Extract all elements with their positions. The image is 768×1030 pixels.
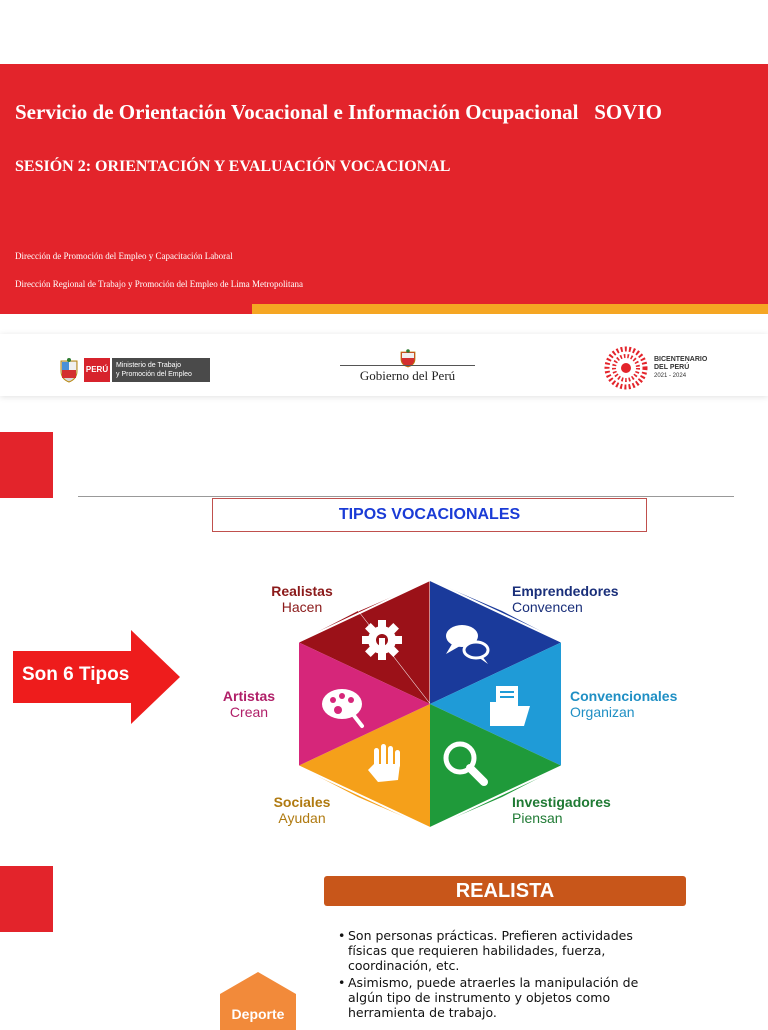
label-investigadores: [512, 794, 611, 826]
bicentenario-text: [654, 356, 707, 380]
type-name: Emprendedores: [512, 583, 619, 599]
peru-label: PERÚ: [84, 358, 110, 382]
vocational-types-hexagon: [296, 578, 564, 830]
session-subtitle: SESIÓN 2: ORIENTACIÓN Y EVALUACIÓN VOCACIONAL: [15, 158, 451, 175]
gobierno-label: Gobierno del Perú: [359, 368, 456, 383]
arrow-label: Son 6 Tipos: [22, 664, 130, 685]
deporte-tag: Deporte: [231, 1006, 285, 1022]
label-realistas: [262, 583, 342, 615]
ministry-line-1: Ministerio de Trabajo: [116, 362, 181, 369]
label-emprendedores: [512, 583, 619, 615]
gobierno-logo: [340, 348, 475, 390]
red-accent-square: [0, 432, 53, 498]
bicentenario-line-2: DEL PERÚ: [654, 364, 690, 371]
type-name: Artistas: [222, 688, 276, 704]
type-verb: Hacen: [281, 599, 323, 615]
bullet-item: • Asimismo, puede atraerles la manipulación de algún tipo de instrumento y objetos como herramienta de trabajo.: [338, 975, 668, 1020]
type-verb: Organizan: [570, 704, 635, 720]
realista-heading: REALISTA: [324, 876, 686, 906]
ministry-logo: [58, 355, 210, 385]
banner-title: Servicio de Orientación Vocacional e Información Ocupacional SOVIO: [15, 100, 662, 124]
realista-bullets: [338, 928, 668, 1022]
type-name: Convencionales: [570, 688, 678, 704]
label-artistas: [214, 688, 284, 720]
type-name: Realistas: [271, 583, 333, 599]
red-accent-square: [0, 866, 53, 932]
section-heading: TIPOS VOCACIONALES: [212, 498, 647, 532]
directorate-line-2: Dirección Regional de Trabajo y Promoción del Empleo de Lima Metropolitana: [15, 279, 303, 289]
type-verb: Crean: [229, 704, 269, 720]
type-verb: Convencen: [512, 599, 583, 615]
label-sociales: [262, 794, 342, 826]
section-divider: [78, 496, 734, 497]
bicentenario-line-1: BICENTENARIO: [654, 356, 708, 363]
directorate-line-1: Dirección de Promoción del Empleo y Capacitación Laboral: [15, 251, 233, 261]
gear-wrench-icon: [362, 620, 402, 660]
coat-of-arms-icon: [58, 357, 80, 383]
bicentenario-years: 2021 - 2024: [654, 373, 687, 379]
type-verb: Piensan: [512, 810, 563, 826]
accent-strip: [252, 304, 768, 314]
bullet-item: • Son personas prácticas. Prefieren actividades físicas que requieren habilidades, fuerza, coordinación, etc.: [338, 928, 668, 973]
ministry-name: [112, 358, 210, 382]
label-convencionales: [570, 688, 677, 720]
type-name: Investigadores: [512, 794, 611, 810]
type-verb: Ayudan: [278, 810, 326, 826]
ministry-line-2: y Promoción del Empleo: [116, 371, 192, 378]
bicentenario-emblem-icon: [604, 346, 648, 390]
gobierno-rule: [340, 365, 475, 366]
bicentenario-logo: [604, 346, 734, 390]
type-name: Sociales: [273, 794, 331, 810]
